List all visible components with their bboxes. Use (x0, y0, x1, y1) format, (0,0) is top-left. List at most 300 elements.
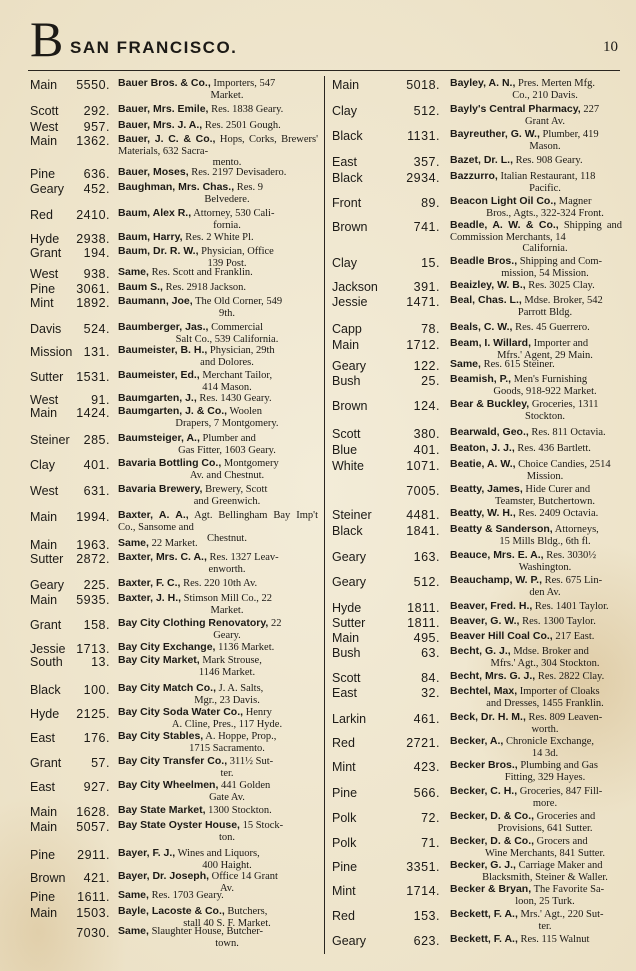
listing-detail: Hide Curer and (525, 484, 591, 495)
phone-number: 72. (421, 811, 440, 825)
phone-number: 631. (83, 484, 110, 498)
listing-name: Bay City Transfer Co., (118, 755, 228, 767)
listing-name: Bay State Market, (118, 804, 206, 816)
listing-continuation: ton. (218, 831, 236, 843)
listing-detail: Res. 615 Steiner. (483, 359, 555, 370)
listing-text (118, 890, 318, 902)
listing-detail: Importer and (533, 338, 589, 349)
listing-name: Bayer, F. J., (118, 847, 176, 859)
listing-continuation: 1146 Market. (198, 666, 256, 678)
listing-continuation: Blacksmith, Steiner & Waller. (482, 871, 608, 883)
phone-number: 131. (83, 345, 110, 359)
phone-number: 2125. (76, 707, 110, 721)
exchange-name: Main (30, 78, 58, 92)
listing-detail: Shipping and Com- (519, 256, 602, 267)
listing-text (118, 805, 318, 817)
exchange-name: Sutter (30, 370, 64, 384)
exchange-name: Brown (332, 399, 368, 413)
listing-text (118, 642, 318, 654)
phone-number: 84. (421, 671, 440, 685)
listing-continuation: 1715 Sacramento. (189, 742, 265, 754)
listing-detail: Choice Candies, 2514 (518, 459, 611, 470)
listing-text (450, 836, 622, 859)
listing-text (118, 593, 318, 616)
listing-name: Baxter, A. A., (118, 509, 189, 521)
listing-name: Same, (118, 266, 149, 278)
exchange-name: Main (332, 338, 360, 352)
listing-text (450, 686, 622, 709)
listing-text (118, 552, 318, 575)
listing-continuation: enworth. (208, 563, 246, 575)
listing-continuation: 139 Post. (207, 257, 247, 269)
header-rule (28, 70, 620, 71)
page-number: 10 (603, 39, 618, 55)
listing-name: Beckett, F. A., (450, 933, 518, 945)
phone-number: 2410. (76, 208, 110, 222)
listing-text (450, 78, 622, 101)
phone-number: 4481. (406, 508, 440, 522)
listing-detail: Chronicle Exchange, (505, 736, 594, 747)
listing-name: Bayle, Lacoste & Co., (118, 905, 225, 917)
listing-continuation: mento. (212, 157, 242, 168)
listing-name: Becker Bros., (450, 759, 518, 771)
listing-detail: 15 Stock- (242, 820, 284, 831)
listing-text (450, 550, 622, 573)
exchange-name: Main (332, 631, 360, 645)
listing-name: Baumann, Joe, (118, 295, 193, 307)
phone-number: 124. (413, 399, 440, 413)
listing-continuation: Mfrs.' Agent, 29 Main. (497, 349, 593, 361)
listing-name: Baum, Harry, (118, 231, 183, 243)
listing-text (450, 104, 622, 127)
phone-number: 927. (83, 780, 110, 794)
exchange-name: Hyde (30, 707, 60, 721)
listing-detail: Res. 2822 Clay. (537, 671, 605, 682)
phone-number: 938. (83, 267, 110, 281)
exchange-name: Black (30, 683, 61, 697)
listing-text (118, 232, 318, 244)
phone-number: 122. (413, 359, 440, 373)
exchange-name: Jackson (332, 280, 378, 294)
listing-continuation: Drapers, 7 Montgomery. (175, 417, 279, 429)
listing-continuation: Gas Fitter, 1603 Geary. (178, 444, 276, 456)
listing-text (450, 322, 622, 334)
listing-name: Bauer Bros. & Co., (118, 77, 211, 89)
listing-name: Becker & Bryan, (450, 883, 532, 895)
listing-continuation: ter. (220, 767, 234, 779)
phone-number: 1811. (407, 616, 440, 630)
phone-number: 1471. (406, 295, 440, 309)
listing-detail: The Old Corner, 549 (195, 296, 283, 307)
listing-continuation: Pacific. (529, 182, 561, 194)
listing-name: Bay City Wheelmen, (118, 779, 219, 791)
listing-text (450, 220, 622, 255)
listing-detail: Hops, Corks, Brewers' Materials, 632 Sacra- (118, 134, 319, 157)
phone-number: 163. (413, 550, 440, 564)
listing-name: Beadle Bros., (450, 255, 518, 267)
phone-number: 1071. (406, 459, 440, 473)
exchange-name: Geary (30, 578, 65, 592)
listing-detail: Agt. Bellingham Bay Imp't Co., Sansome and (118, 510, 318, 533)
listing-continuation: and Dresses, 1455 Franklin. (486, 697, 604, 709)
listing-detail: Res. 1703 Geary. (151, 890, 224, 901)
listing-detail: Groceries, 1311 (531, 399, 599, 410)
listing-detail: Plumber and (202, 433, 256, 444)
exchange-name: Main (332, 78, 360, 92)
exchange-name: Black (332, 171, 363, 185)
phone-number: 13. (91, 655, 110, 669)
listing-text (118, 618, 318, 641)
listing-detail: Slaughter House, Butcher- (151, 926, 264, 937)
listing-name: Bay City Clothing Renovatory, (118, 617, 269, 629)
phone-number: 194. (83, 246, 110, 260)
exchange-name: Mint (332, 760, 356, 774)
column-divider (324, 76, 325, 954)
listing-continuation: A. Cline, Pres., 117 Hyde. (171, 718, 283, 730)
listing-text (118, 926, 318, 949)
listing-text (450, 295, 622, 318)
listing-detail: Res. 809 Leaven- (528, 712, 603, 723)
listing-name: Baxter, Mrs. C. A., (118, 551, 207, 563)
listing-detail: The Favorite Sa- (533, 884, 605, 895)
listing-detail: Woolen (229, 406, 262, 417)
phone-number: 512. (413, 104, 440, 118)
listing-continuation: Stockton. (525, 410, 565, 422)
exchange-name: Pine (332, 786, 358, 800)
listing-text (450, 196, 622, 219)
listing-detail: 441 Golden (221, 780, 271, 791)
listing-name: Beatie, A. W., (450, 458, 516, 470)
exchange-name: East (30, 731, 56, 745)
listing-name: Beam, I. Willard, (450, 337, 532, 349)
listing-text (118, 208, 318, 231)
listing-continuation: Belvedere. (204, 193, 250, 205)
listing-text (118, 322, 318, 345)
exchange-name: Davis (30, 322, 62, 336)
listing-detail: 311½ Sut- (229, 756, 274, 767)
listing-text (450, 443, 622, 455)
listing-name: Bazzurro, (450, 170, 498, 182)
listing-name: Bauer, Moses, (118, 166, 189, 178)
phone-number: 1424. (76, 406, 110, 420)
listing-detail: Res. 2501 Gough. (204, 120, 281, 131)
exchange-name: Pine (30, 848, 56, 862)
listing-continuation: 400 Haight. (202, 859, 252, 871)
listing-text (118, 484, 318, 507)
phone-number: 401. (413, 443, 440, 457)
listing-text (450, 760, 622, 783)
listing-detail: Res. 1838 Geary. (211, 104, 284, 115)
exchange-name: Geary (332, 359, 367, 373)
listing-detail: 22 (270, 618, 282, 629)
listing-text (118, 683, 318, 706)
listing-text (118, 167, 318, 179)
listing-text (118, 848, 318, 871)
phone-number: 2721. (406, 736, 440, 750)
listing-continuation: loon, 25 Turk. (515, 895, 575, 907)
listing-detail: 22 Market. (151, 538, 198, 549)
listing-name: Baumeister, B. H., (118, 344, 208, 356)
exchange-name: Red (332, 736, 355, 750)
listing-text (450, 508, 622, 520)
listing-detail: Res. 1401 Taylor. (534, 601, 609, 612)
listing-detail: Montgomery (223, 458, 279, 469)
listing-continuation: Mgr., 23 Davis. (194, 694, 260, 706)
exchange-name: Hyde (30, 232, 60, 246)
listing-continuation: Fitting, 329 Hayes. (504, 771, 586, 783)
listing-name: Beauce, Mrs. E. A., (450, 549, 544, 561)
listing-name: Baumgarten, J., (118, 392, 197, 404)
listing-text (118, 655, 318, 678)
listing-continuation: den Av. (529, 586, 561, 598)
phone-number: 2938. (76, 232, 110, 246)
phone-number: 524. (83, 322, 110, 336)
listing-name: Beaver Hill Coal Co., (450, 630, 553, 642)
phone-number: 15. (421, 256, 440, 270)
phone-number: 1963. (76, 538, 110, 552)
listing-detail: Res. 2409 Octavia. (518, 508, 599, 519)
listing-text (450, 359, 622, 371)
listing-continuation: Grant Av. (525, 115, 565, 127)
listing-text (118, 267, 318, 279)
listing-text (450, 934, 622, 946)
listing-continuation: California. (522, 243, 568, 254)
listing-name: Bayly's Central Pharmacy, (450, 103, 581, 115)
exchange-name: Main (30, 510, 58, 524)
listing-detail: Res. Scott and Franklin. (151, 267, 253, 278)
listing-text (118, 731, 318, 754)
listing-text (118, 578, 318, 590)
listing-text (118, 104, 318, 116)
listing-text (118, 134, 318, 169)
phone-number: 380. (413, 427, 440, 441)
listing-detail: Mrs.' Agt., 220 Sut- (520, 909, 604, 920)
listing-text (450, 399, 622, 422)
listing-name: Bay City Match Co., (118, 682, 217, 694)
phone-number: 292. (83, 104, 110, 118)
phone-number: 421. (83, 871, 110, 885)
listing-detail: Grocers and (536, 836, 588, 847)
listing-name: Becker, A., (450, 735, 504, 747)
phone-number: 1841. (406, 524, 440, 538)
listing-detail: 227 (583, 104, 600, 115)
exchange-name: Geary (332, 550, 367, 564)
listing-text (450, 374, 622, 397)
phone-number: 401. (83, 458, 110, 472)
listing-text (450, 575, 622, 598)
listing-detail: Plumbing and Gas (520, 760, 598, 771)
listing-detail: Attorney, 530 Cali- (193, 208, 275, 219)
phone-number: 423. (413, 760, 440, 774)
listing-detail: Office 14 Grant (211, 871, 278, 882)
listing-name: Beaton, J. J., (450, 442, 515, 454)
phone-number: 153. (413, 909, 440, 923)
phone-number: 32. (421, 686, 440, 700)
listing-text (118, 393, 318, 405)
phone-number: 957. (83, 120, 110, 134)
listing-detail: Carriage Maker and (518, 860, 603, 871)
listing-detail: Res. 45 Guerrero. (515, 322, 590, 333)
listing-detail: 1136 Market. (218, 642, 275, 653)
phone-number: 78. (421, 322, 440, 336)
listing-detail: Groceries, 847 Fill- (519, 786, 603, 797)
listing-detail: A. Hoppe, Prop., (205, 731, 277, 742)
section-letter: B (30, 11, 64, 67)
phone-number: 100. (83, 683, 110, 697)
listing-name: Beck, Dr. H. M., (450, 711, 526, 723)
exchange-name: Polk (332, 811, 357, 825)
listing-name: Bay City Exchange, (118, 641, 216, 653)
listing-detail: Wines and Liquors, (177, 848, 260, 859)
listing-detail: Merchant Tailor, (202, 370, 273, 381)
listing-continuation: Chestnut. (207, 533, 247, 544)
exchange-name: Red (332, 909, 355, 923)
phone-number: 285. (83, 433, 110, 447)
listing-name: Baum, Dr. R. W., (118, 245, 199, 257)
listing-detail: Stimson Mill Co., 22 (183, 593, 273, 604)
exchange-name: East (332, 686, 358, 700)
listing-name: Baum S., (118, 281, 163, 293)
listing-detail: Res. 675 Lin- (544, 575, 603, 586)
phone-number: 2911. (77, 848, 110, 862)
listing-continuation: 14 3d. (531, 747, 559, 759)
listing-name: Bazet, Dr. L., (450, 154, 514, 166)
listing-text (118, 458, 318, 481)
phone-number: 7005. (406, 484, 440, 498)
listing-name: Beals, C. W., (450, 321, 513, 333)
listing-text (450, 601, 622, 613)
exchange-name: Blue (332, 443, 358, 457)
listing-name: Bear & Buckley, (450, 398, 530, 410)
listing-name: Becker, C. H., (450, 785, 518, 797)
listing-detail: Res. 1300 Taylor. (522, 616, 596, 627)
phone-number: 1712. (406, 338, 440, 352)
listing-name: Becht, Mrs. G. J., (450, 670, 536, 682)
exchange-name: Main (30, 134, 58, 148)
exchange-name: Scott (30, 104, 59, 118)
exchange-name: Front (332, 196, 362, 210)
listing-name: Becht, G. J., (450, 645, 511, 657)
listing-detail: 1300 Stockton. (208, 805, 272, 816)
phone-number: 7030. (76, 926, 110, 940)
listing-name: Bay City Soda Water Co., (118, 706, 244, 718)
exchange-name: Geary (332, 934, 367, 948)
listing-text (450, 860, 622, 883)
phone-number: 461. (413, 712, 440, 726)
listing-name: Beaver, G. W., (450, 615, 520, 627)
phone-number: 5057. (76, 820, 110, 834)
phone-number: 512. (413, 575, 440, 589)
phone-number: 2934. (406, 171, 440, 185)
exchange-name: Mint (30, 296, 54, 310)
listing-name: Beauchamp, W. P., (450, 574, 543, 586)
phone-number: 452. (83, 182, 110, 196)
exchange-name: Mint (332, 884, 356, 898)
phone-number: 225. (83, 578, 110, 592)
listing-detail: Mark Strouse, (202, 655, 262, 666)
phone-number: 391. (413, 280, 440, 294)
exchange-name: Pine (30, 890, 56, 904)
listing-name: Baumgarten, J. & Co., (118, 405, 228, 417)
listing-name: Becker, G. J., (450, 859, 516, 871)
listing-continuation: Salt Co., 539 California. (175, 333, 279, 345)
listing-text (450, 524, 622, 547)
phone-number: 741. (413, 220, 440, 234)
listing-detail: Res. 811 Octavia. (531, 427, 606, 438)
exchange-name: Hyde (332, 601, 362, 615)
listing-text (450, 786, 622, 809)
listing-continuation: Bros., Agts., 322-324 Front. (486, 207, 604, 219)
listing-name: Beatty & Sanderson, (450, 523, 553, 535)
listing-detail: Groceries and (536, 811, 596, 822)
listing-detail: Magner (558, 196, 592, 207)
listing-continuation: Av. (220, 882, 234, 894)
listing-text (450, 155, 622, 167)
listing-detail: Shipping and Commission Merchants, 14 (450, 220, 622, 243)
exchange-name: Black (332, 129, 363, 143)
phone-number: 1503. (76, 906, 110, 920)
city-heading: SAN FRANCISCO. (70, 38, 238, 57)
exchange-name: West (30, 393, 59, 407)
listing-name: Bearwald, Geo., (450, 426, 529, 438)
listing-name: Bavaria Brewery, (118, 483, 203, 495)
exchange-name: Pine (332, 860, 358, 874)
phone-number: 1611. (77, 890, 110, 904)
listing-text (450, 171, 622, 194)
phone-number: 63. (421, 646, 440, 660)
listing-text (450, 616, 622, 628)
listing-name: Beaizley, W. B., (450, 279, 526, 291)
listing-text (118, 182, 318, 205)
listing-detail: Res. 2197 Devisadero. (191, 167, 287, 178)
phone-number: 1994. (76, 510, 110, 524)
phone-number: 636. (83, 167, 110, 181)
listing-text (450, 646, 622, 669)
listing-continuation: Goods, 918-922 Market. (493, 385, 597, 397)
listing-detail: Res. 9 (236, 182, 263, 193)
exchange-name: Sutter (30, 552, 64, 566)
listing-detail: Res. 2918 Jackson. (165, 282, 247, 293)
exchange-name: West (30, 267, 59, 281)
exchange-name: Grant (30, 618, 62, 632)
listing-name: Bechtel, Max, (450, 685, 518, 697)
listing-detail: J. A. Salts, (218, 683, 264, 694)
phone-number: 57. (91, 756, 110, 770)
listing-continuation: Mason. (529, 140, 561, 152)
listing-name: Beamish, P., (450, 373, 512, 385)
listing-detail: Physician, Office (201, 246, 274, 257)
exchange-name: Sutter (332, 616, 366, 630)
listing-text (118, 780, 318, 803)
listing-text (450, 736, 622, 759)
listing-name: Beal, Chas. L., (450, 294, 522, 306)
listing-name: Bay State Oyster House, (118, 819, 240, 831)
phone-number: 1362. (76, 134, 110, 148)
listing-name: Same, (118, 537, 149, 549)
exchange-name: White (332, 459, 364, 473)
exchange-name: Geary (30, 182, 65, 196)
listing-continuation: Parrott Bldg. (517, 306, 573, 318)
listing-detail: Res. 2 White Pl. (185, 232, 254, 243)
exchange-name: Scott (332, 671, 361, 685)
listing-text (450, 256, 622, 279)
exchange-name: Red (30, 208, 53, 222)
listing-detail: Res. 3025 Clay. (528, 280, 595, 291)
listing-name: Baxter, F. C., (118, 577, 181, 589)
exchange-name: Capp (332, 322, 362, 336)
listing-text (118, 282, 318, 294)
listing-detail: Importers, 547 (213, 78, 276, 89)
